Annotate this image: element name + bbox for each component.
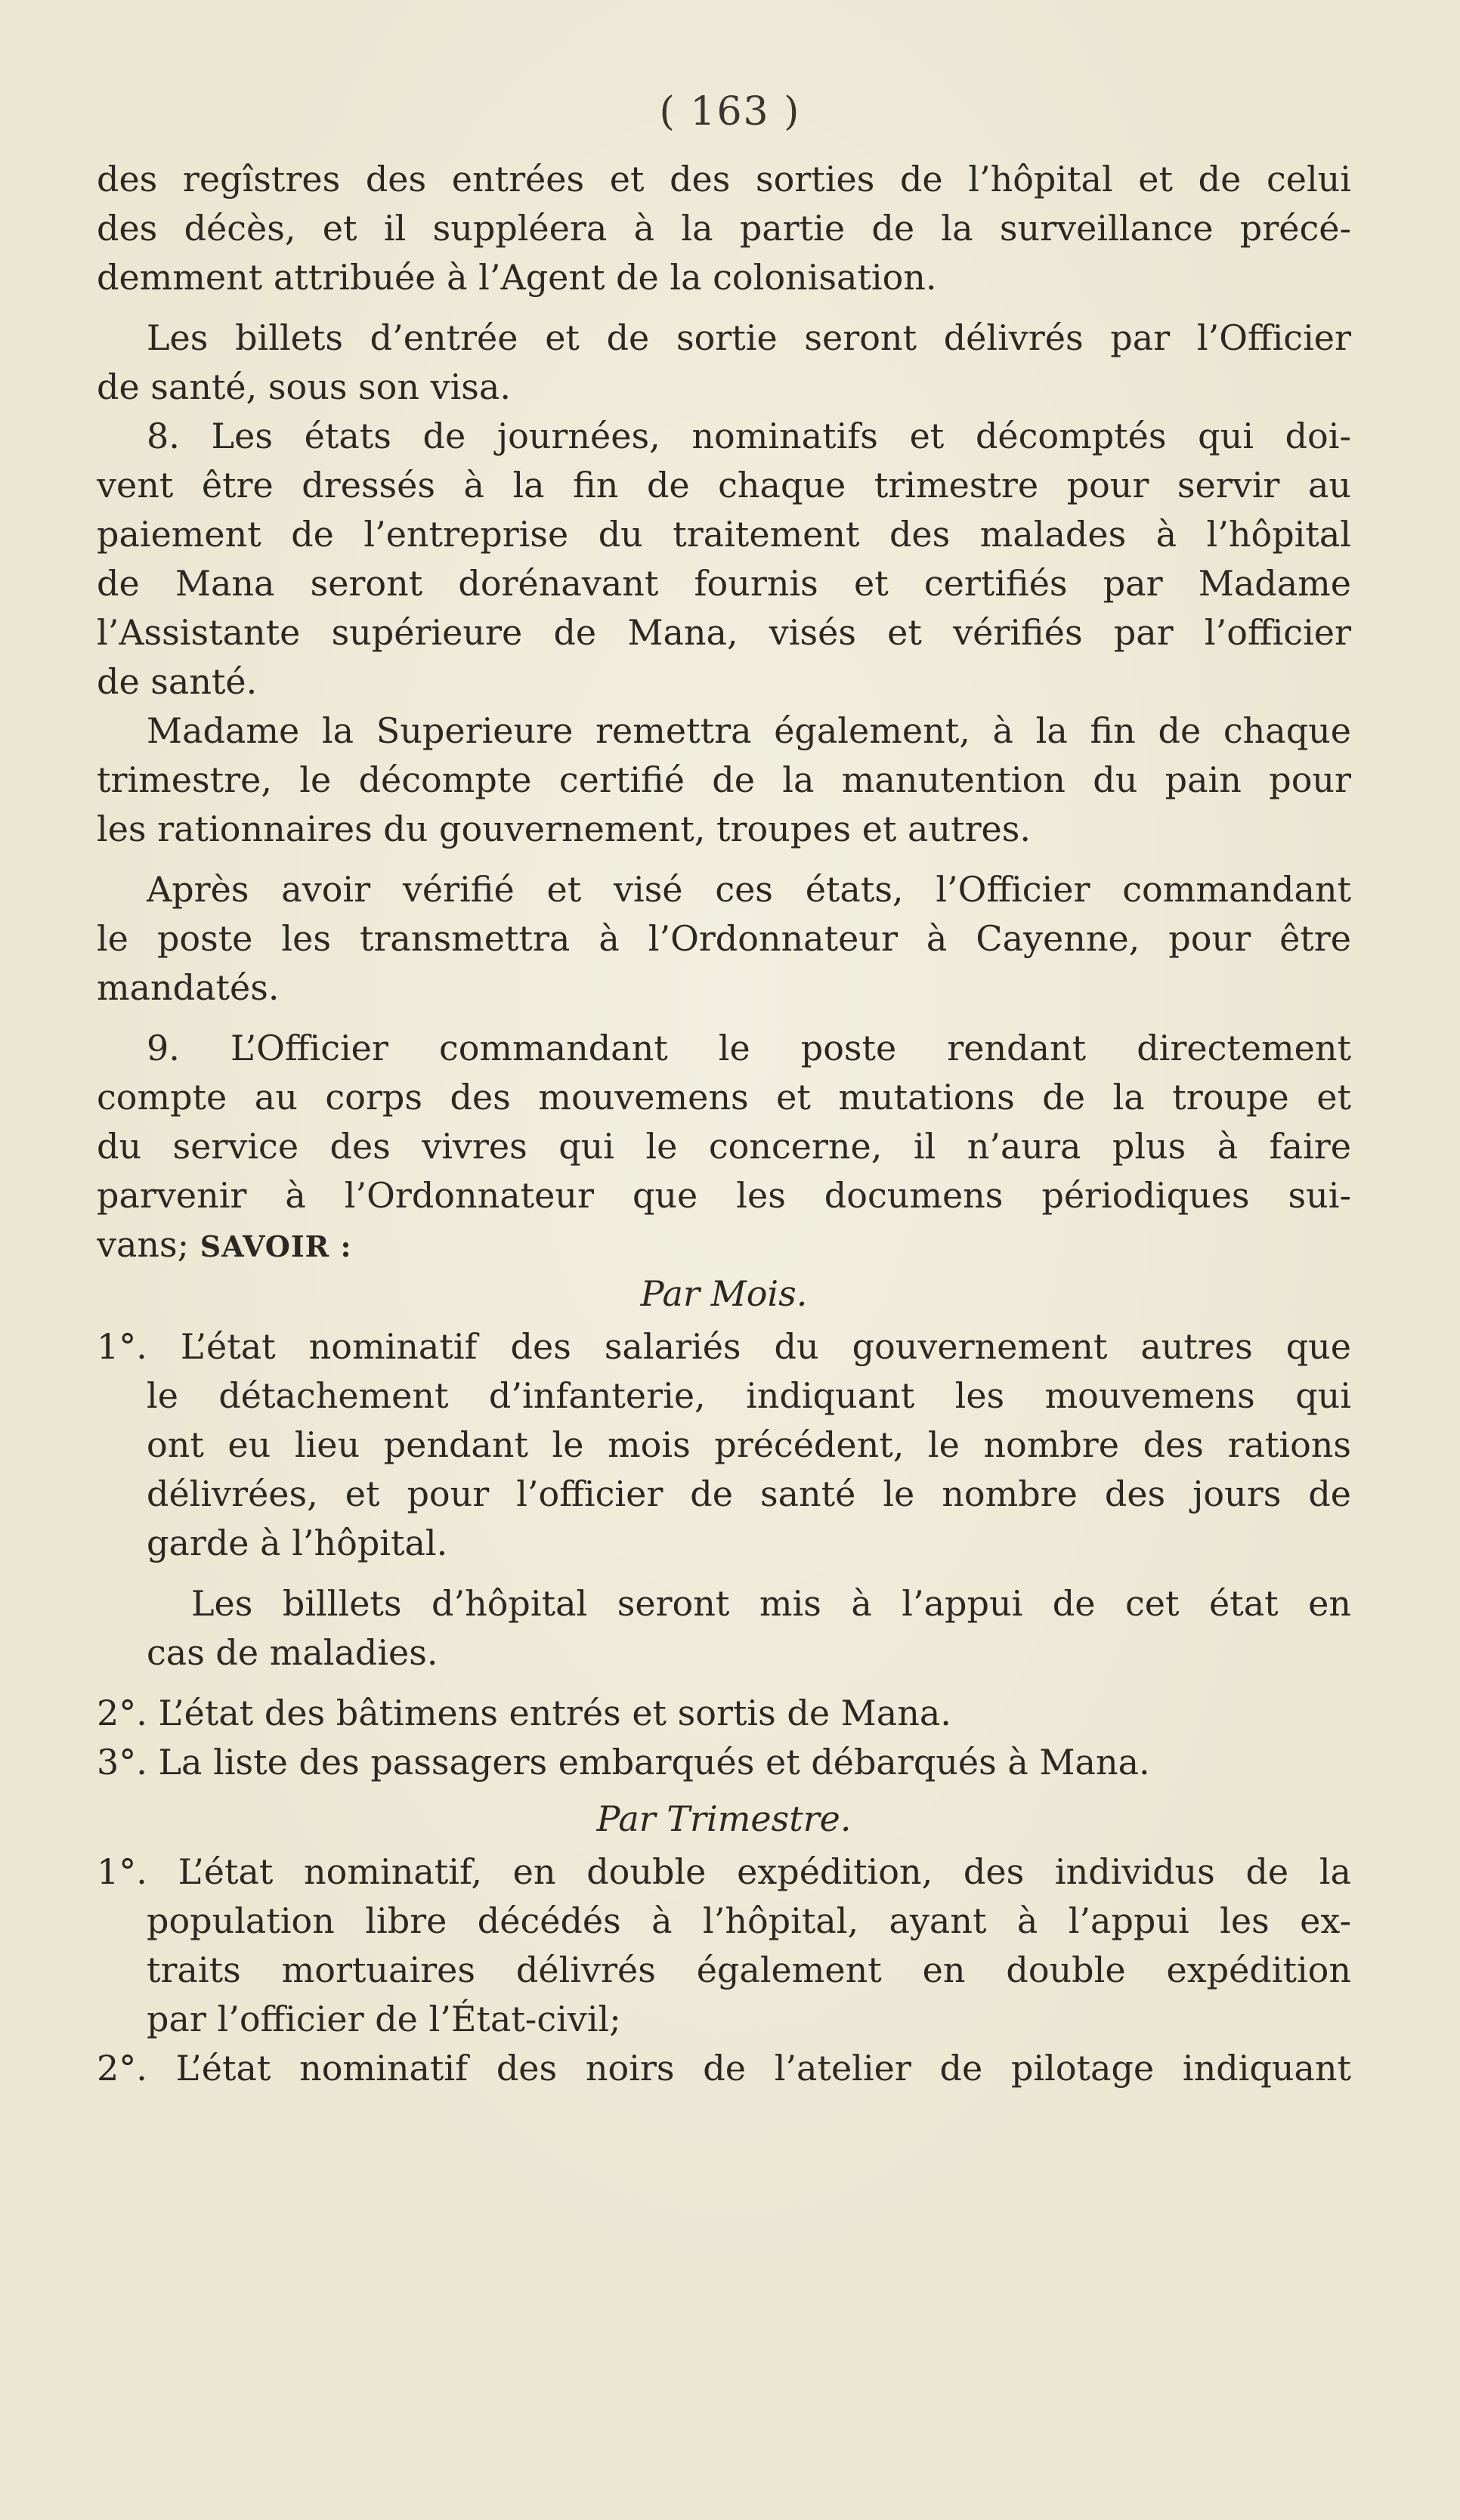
text-line: population libre décédés à l’hôpital, ayant à l’appui les ex- bbox=[147, 1900, 1351, 1941]
text-line: de santé. bbox=[97, 661, 258, 702]
text-fragment: vans; bbox=[97, 1224, 190, 1265]
text-line: 8. Les états de journées, nominatifs et décomptés qui doi- bbox=[147, 416, 1351, 456]
text-line: Madame la Superieure remettra également, à la fin de chaque bbox=[147, 710, 1351, 751]
text-line: demment attribuée à l’Agent de la colonisation. bbox=[97, 257, 937, 298]
text-line: des décès, et il suppléera à la partie de la surveillance précé- bbox=[97, 208, 1351, 249]
text-line: le détachement d’infanterie, indiquant les mouvemens qui bbox=[147, 1375, 1351, 1416]
text-line: du service des vivres qui le concerne, il n’aura plus à faire bbox=[97, 1126, 1351, 1167]
text-line: cas de maladies. bbox=[147, 1632, 438, 1673]
text-line: délivrées, et pour l’officier de santé le nombre des jours de bbox=[147, 1473, 1351, 1514]
list-item: 2°. L’état des bâtimens entrés et sortis de Mana. bbox=[97, 1693, 951, 1733]
text-line: mandatés. bbox=[97, 967, 280, 1008]
text-line: Après avoir vérifié et visé ces états, l’Officier commandant bbox=[147, 869, 1351, 910]
text-line: de Mana seront dorénavant fournis et certifiés par Madame bbox=[97, 563, 1351, 604]
text-line: 9. L’Officier commandant le poste rendant directement bbox=[147, 1028, 1351, 1068]
page-number: ( 163 ) bbox=[659, 89, 801, 135]
list-item: 1°. L’état nominatif, en double expédition, des individus de la bbox=[97, 1851, 1351, 1892]
text-line: Les billets d’entrée et de sortie seront délivrés par l’Officier bbox=[147, 317, 1351, 358]
text-line: trimestre, le décompte certifié de la manutention du pain pour bbox=[97, 759, 1351, 800]
text-line: l’Assistante supérieure de Mana, visés et vérifiés par l’officier bbox=[97, 612, 1351, 653]
savoir-label: SAVOIR : bbox=[200, 1229, 352, 1263]
text-line: vent être dressés à la fin de chaque trimestre pour servir au bbox=[97, 465, 1351, 506]
text-line: le poste les transmettra à l’Ordonnateur à Cayenne, pour être bbox=[97, 918, 1351, 959]
text-line: ont eu lieu pendant le mois précédent, le nombre des rations bbox=[147, 1424, 1351, 1465]
text-line: paiement de l’entreprise du traitement des malades à l’hôpital bbox=[97, 514, 1351, 555]
text-line: compte au corps des mouvemens et mutations de la troupe et bbox=[97, 1077, 1351, 1118]
text-line: de santé, sous son visa. bbox=[97, 366, 511, 407]
text-line: les rationnaires du gouvernement, troupes et autres. bbox=[97, 809, 1032, 849]
list-item: 2°. L’état nominatif des noirs de l’atelier de pilotage indiquant bbox=[97, 2048, 1351, 2089]
list-item: 1°. L’état nominatif des salariés du gouvernement autres que bbox=[97, 1326, 1351, 1367]
section-heading-par-trimestre: Par Trimestre. bbox=[596, 1798, 852, 1839]
section-heading-par-mois: Par Mois. bbox=[640, 1273, 808, 1314]
text-line: Les billlets d’hôpital seront mis à l’appui de cet état en bbox=[191, 1583, 1351, 1624]
text-line bbox=[97, 1220, 1351, 1271]
list-item: 3°. La liste des passagers embarqués et débarqués à Mana. bbox=[97, 1742, 1150, 1783]
text-line: par l’officier de l’État-civil; bbox=[147, 1999, 621, 2039]
text-line: garde à l’hôpital. bbox=[147, 1523, 448, 1563]
text-line: des regîstres des entrées et des sorties de l’hôpital et de celui bbox=[97, 159, 1351, 199]
text-line: traits mortuaires délivrés également en double expédition bbox=[147, 1950, 1351, 1990]
text-line: parvenir à l’Ordonnateur que les documens périodiques sui- bbox=[97, 1175, 1351, 1216]
